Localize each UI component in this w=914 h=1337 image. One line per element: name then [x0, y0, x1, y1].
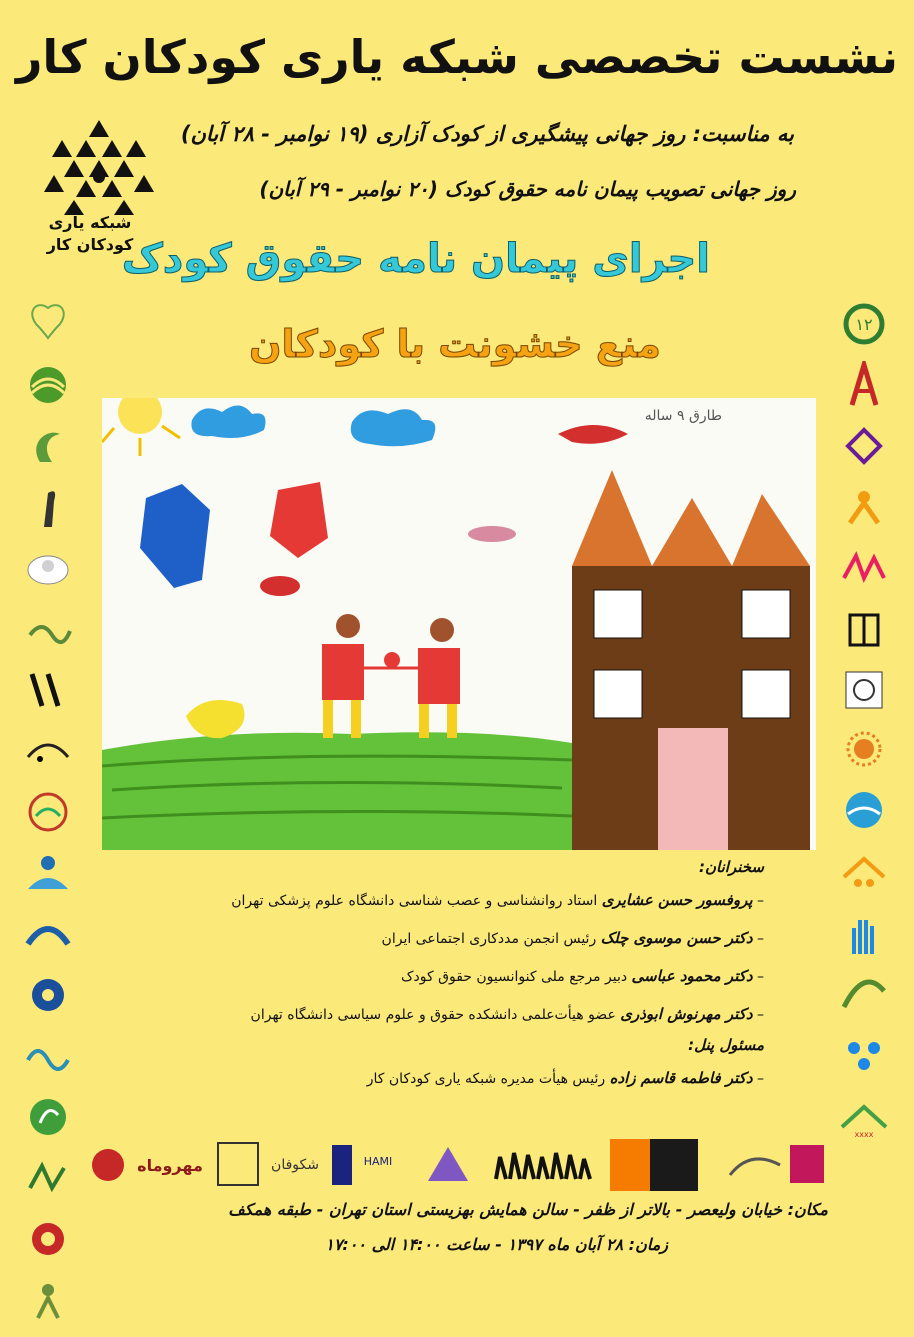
leaf-circle-logo-icon — [18, 1093, 78, 1141]
flower-icon — [384, 652, 400, 668]
child-2-body-icon — [418, 648, 460, 704]
speaker-name: دکتر مهرنوش ابوذری — [620, 1005, 753, 1023]
right-partner-logos — [834, 300, 904, 1154]
headline-convention: اجرای پیمان نامه حقوق کودک — [121, 236, 710, 282]
purple-knot-logo-icon — [834, 422, 894, 470]
event-time: زمان: ۲۸ آبان ماه ۱۳۹۷ - ساعت ۱۴:۰۰ الی ۱۷:۰۰ — [325, 1235, 668, 1254]
green-script-logo-icon — [18, 1154, 78, 1202]
black-script-logo-icon — [18, 666, 78, 714]
logo-line-2: کودکان کار — [46, 235, 134, 254]
venue: مکان: خیابان ولیعصر - بالاتر از ظفر - سالن همایش بهزیستی استان تهران - طبقه همکف — [228, 1200, 828, 1219]
red-circle-logo-icon — [18, 1215, 78, 1263]
kar-logo-icon — [790, 1145, 824, 1183]
speaker-row: – دکتر محمود عباسی دبیر مرجع ملی کنوانسیون حقوق کودک — [400, 967, 764, 985]
occasion-line-2: روز جهانی تصویب پیمان نامه حقوق کودک (۲۰ نوامبر - ۲۹ آبان) — [259, 177, 796, 201]
script-logo-icon — [18, 727, 78, 775]
bazigaran-logo-icon — [730, 1159, 780, 1175]
green-circle-logo-icon — [834, 300, 894, 348]
triangle-star-icon — [34, 115, 164, 215]
cloud-logo-icon — [18, 544, 78, 592]
people-logo-icon — [18, 849, 78, 897]
mehr-logo-icon — [92, 1149, 124, 1181]
speaker-row: – پروفسور حسن عشایری استاد روانشناسی و عصب شناسی دانشگاه علوم پزشکی تهران — [231, 891, 764, 909]
angel-logo-icon — [18, 300, 78, 348]
speaker-role: استاد روانشناسی و عصب شناسی دانشگاه علوم پزشکی تهران — [231, 893, 602, 909]
book-logo-icon — [834, 605, 894, 653]
headline-no-violence: منع خشونت با کودکان — [249, 322, 661, 366]
house-door-icon — [658, 728, 728, 850]
bottom-partner-logos — [90, 1135, 825, 1193]
drawing-signature: طارق ۹ ساله — [644, 408, 722, 424]
toseh-pars-logo-icon — [834, 788, 894, 836]
green-swoosh-logo-icon — [834, 971, 894, 1019]
hand-logo-icon — [834, 910, 894, 958]
ilia-logo-icon — [834, 544, 894, 592]
children-drawing — [102, 398, 816, 850]
panel-label: مسئول پنل: — [688, 1036, 764, 1054]
house-roof-logo-icon — [428, 1147, 468, 1181]
pink-bird-icon — [468, 526, 516, 542]
speakers-section — [74, 858, 764, 1104]
grid-logo-icon — [218, 1143, 258, 1185]
speaker-row: – دکتر مهرنوش ابوذری عضو هیأت‌علمی دانشکده حقوق و علوم سیاسی دانشگاه تهران — [250, 1005, 764, 1023]
svg-text:xxxx: xxxx — [854, 1130, 874, 1139]
occasion-line-1: به مناسبت: روز جهانی پیشگیری از کودک آزاری (۱۹ نوامبر - ۲۸ آبان) — [180, 122, 794, 146]
spwsc-logo-icon — [834, 483, 894, 531]
red-bird-icon — [260, 576, 300, 596]
mehr-logo-text: مهروماه — [137, 1156, 203, 1175]
calligraphy-logo-icon — [18, 605, 78, 653]
roof-logo-icon — [834, 1093, 894, 1141]
panel-row: – دکتر فاطمه قاسم زاده رئیس هیأت مدیره شبکه یاری کودکان کار — [366, 1069, 764, 1087]
mane-logo-icon — [18, 788, 78, 836]
speaker-name: پروفسور حسن عشایری — [601, 891, 753, 909]
hami-logo-icon — [332, 1145, 352, 1185]
imam-ali-logo-icon — [834, 361, 894, 409]
figure-logo-icon — [18, 483, 78, 531]
omid-logo-icon — [18, 422, 78, 470]
speakers-label: سخنرانان: — [699, 858, 764, 876]
child-1-body-icon — [322, 644, 364, 700]
child-logo-icon — [18, 1276, 78, 1324]
anjoman-yari-logo-icon — [834, 1032, 894, 1080]
panel-name: دکتر فاطمه قاسم زاده — [609, 1069, 753, 1087]
speaker-name: دکتر محمود عباسی — [631, 967, 753, 985]
speaker-role: دبیر مرجع ملی کنوانسیون حقوق کودک — [400, 969, 632, 985]
logo-line-1: شبکه یاری — [48, 213, 132, 232]
child-1-head-icon — [336, 614, 360, 638]
hami-logo-text: HAMI — [363, 1155, 393, 1168]
mehr-script-logo-icon — [18, 1032, 78, 1080]
speaker-name: دکتر حسن موسوی چلک — [600, 929, 753, 947]
house-kids-logo-icon — [834, 849, 894, 897]
boxed-logo-icon — [834, 666, 894, 714]
child-2-head-icon — [430, 618, 454, 642]
poster-title: نشست تخصصی شبکه یاری کودکان کار — [15, 30, 899, 84]
sun-logo-icon — [834, 727, 894, 775]
speaker-row: – دکتر حسن موسوی چلک رئیس انجمن مددکاری اجتماعی ایران — [381, 929, 764, 947]
flower-logo-icon — [18, 971, 78, 1019]
panel-role: رئیس هیأت مدیره شبکه یاری کودکان کار — [366, 1071, 610, 1087]
svg-text:۱۲: ۱۲ — [855, 315, 873, 334]
speaker-role: رئیس انجمن مددکاری اجتماعی ایران — [381, 931, 601, 947]
green-arcs-logo-icon — [18, 361, 78, 409]
speaker-role: عضو هیأت‌علمی دانشکده حقوق و علوم سیاسی دانشگاه تهران — [250, 1007, 621, 1023]
hands-logo-icon — [18, 910, 78, 958]
left-partner-logos — [18, 300, 88, 1337]
silhouettes-logo-icon — [496, 1153, 590, 1179]
shokoofan-logo-text: شکوفان — [271, 1157, 319, 1173]
